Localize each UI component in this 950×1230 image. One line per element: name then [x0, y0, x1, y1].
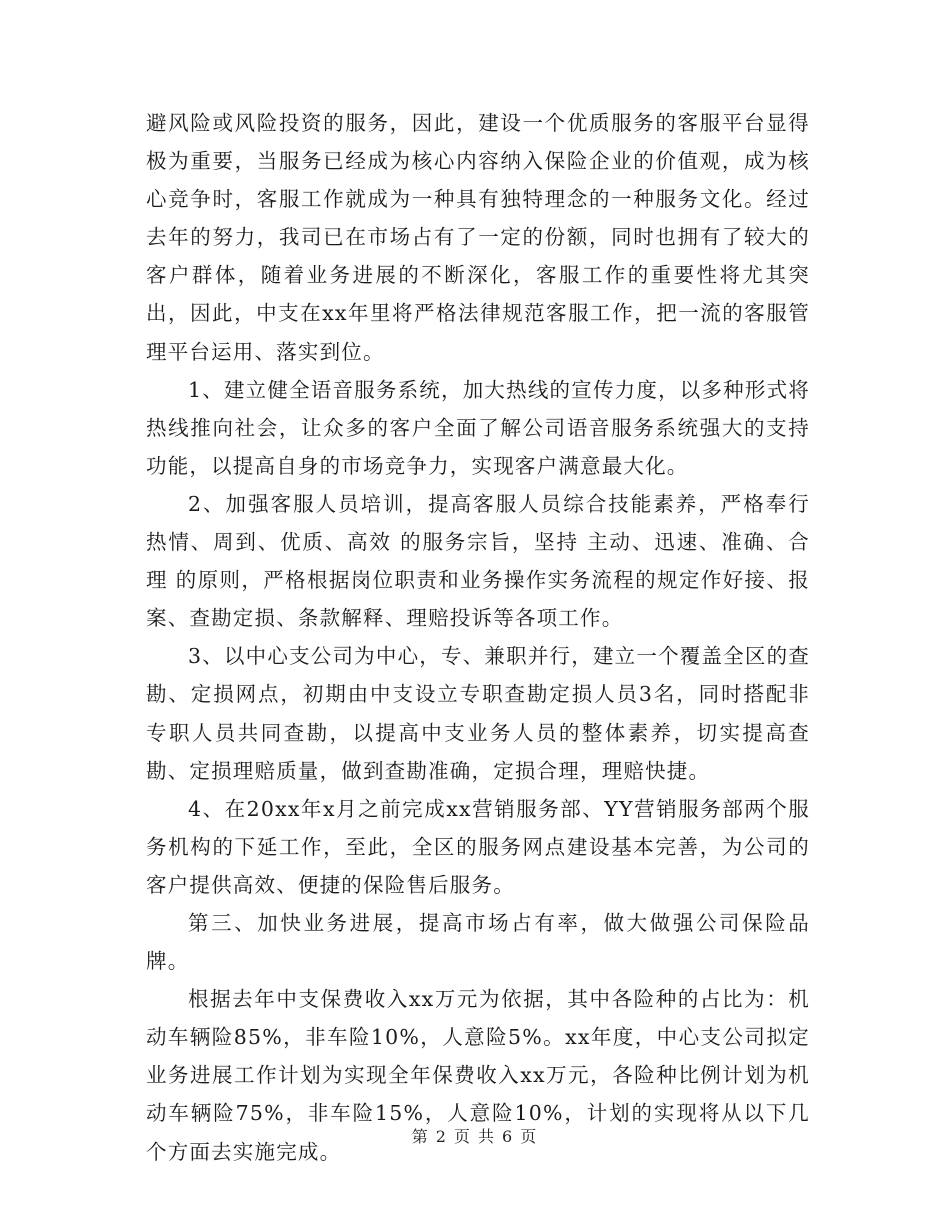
- footer-label-page: 页: [453, 1127, 472, 1146]
- current-page-number: 2: [435, 1127, 448, 1146]
- paragraph-item-4: 4、在20xx年x月之前完成xx营销服务部、YY营销服务部两个服务机构的下延工作，至此，全区的服务网点建设基本完善，为公司的客户提供高效、便捷的保险售后服务。: [146, 796, 810, 897]
- paragraph-item-1: 1、建立健全语音服务系统，加大热线的宣传力度，以多种形式将热线推向社会，让众多的客户全面了解公司语音服务系统强大的支持功能，以提高自身的市场竞争力，实现客户满意最大化。: [146, 377, 810, 478]
- section-3-heading: 第三、加快业务进展，提高市场占有率，做大做强公司保险品牌。: [146, 910, 810, 974]
- paragraph-section-3-body: 根据去年中支保费收入xx万元为依据，其中各险种的占比为：机动车辆险85%，非车险10%，人意险5%。xx年度，中心支公司拟定业务进展工作计划为实现全年保费收入xx万元，各险种比例计划为机动车辆险75%，非车险15%，人意险10%，计划的实现将从以下几个方面去实施完成。: [146, 987, 810, 1164]
- page-footer: [0, 1124, 950, 1147]
- paragraph-intro-continued: 避风险或风险投资的服务，因此，建设一个优质服务的客服平台显得极为重要，当服务已经成为核心内容纳入保险企业的价值观，成为核心竞争时，客服工作就成为一种具有独特理念的一种服务文化。经过去年的努力，我司已在市场占有了一定的份额，同时也拥有了较大的客户群体，随着业务进展的不断深化，客服工作的重要性将尤其突出，因此，中支在xx年里将严格法律规范客服工作，把一流的客服管理平台运用、落实到位。: [146, 111, 810, 364]
- total-pages-number: 6: [502, 1127, 515, 1146]
- paragraph-item-2: 2、加强客服人员培训，提高客服人员综合技能素养，严格奉行 热情、周到、优质、高效 的服务宗旨，坚持 主动、迅速、准确、合理 的原则，严格根据岗位职责和业务操作实务流程的规定作好接、报案、查勘定损、条款解释、理赔投诉等各项工作。: [146, 491, 810, 631]
- footer-label-total: 共: [478, 1127, 497, 1146]
- paragraph-item-3: 3、以中心支公司为中心，专、兼职并行，建立一个覆盖全区的查勘、定损网点，初期由中支设立专职查勘定损人员3名，同时搭配非专职人员共同查勘，以提高中支业务人员的整体素养，切实提高查勘、定损理赔质量，做到查勘准确，定损合理，理赔快捷。: [146, 644, 810, 783]
- document-body: [146, 104, 810, 1171]
- footer-label-page-end: 页: [520, 1127, 539, 1146]
- footer-label-prefix: 第: [411, 1127, 430, 1146]
